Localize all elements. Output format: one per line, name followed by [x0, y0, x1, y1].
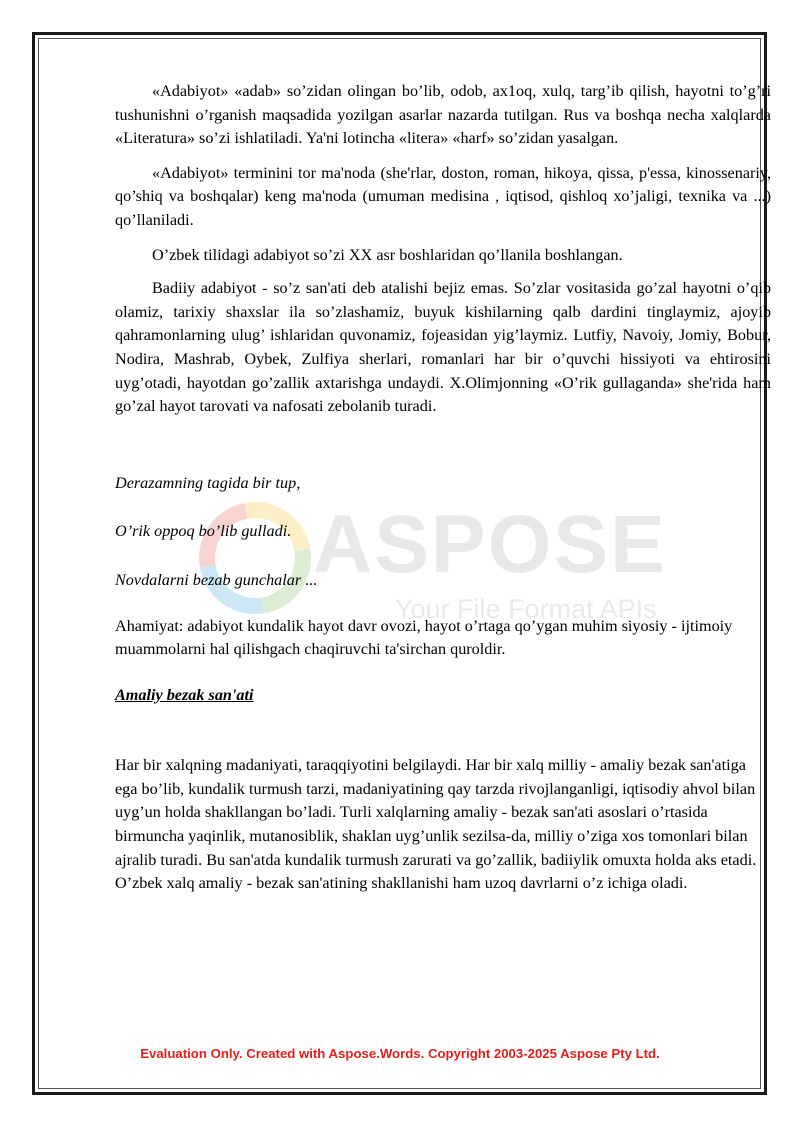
watermark-tagline: Your File Format APIs — [395, 594, 657, 624]
evaluation-footer: Evaluation Only. Created with Aspose.Words. Copyright 2003-2025 Aspose Pty Ltd. — [140, 1046, 660, 1061]
paragraph-adabiyot-term: «Adabiyot» terminini tor ma'noda (she'rlar, doston, roman, hikoya, qissa, p'essa, kinossenariy, qo’shiq va boshqalar) keng ma'noda (umuman medisina , iqtisod, qishloq xo’jaligi, texnika va ...) qo’llaniladi. — [115, 163, 771, 229]
document-body — [115, 80, 771, 896]
paragraph-ahamiyat: Ahamiyat: adabiyot kundalik hayot davr ovozi, hayot o’rtaga qo’ygan muhim siyosiy - ijtimoiy muammolarni hal qilishgach chaqiruvchi ta'sirchan quroldir. — [115, 616, 733, 659]
paragraph-badiiy-adabiyot: Badiiy adabiyot - so’z san'ati deb atalishi bejiz emas. So’zlar vositasida go’zal hayotni o’qib olamiz, tarixiy shaxslar ila so’zlashamiz, buyuk kishilarning qalb dardini tinglaymiz, ajoyib qahramonlarning ulug’ ishlaridan quvonamiz, fojeasidan yig’laymiz. Lutfiy, Navoiy, Jomiy, Bobur, Nodira, Mashrab, Oybek, Zulfiya sherlari, romanlari har bir o’quvchi hissiyoti va ehtirosini uyg’otadi, hayotdan go’zallik axtarishga undaydi. X.Olimjonning «O’rik gullaganda» she'rida ham go’zal hayot tarovati va nafosati zebolanib turadi. — [115, 279, 771, 416]
poem-line: O’rik oppoq bo’lib gulladi. — [115, 522, 292, 541]
poem-line: Novdalarni bezab gunchalar ... — [115, 570, 318, 589]
poem-line: Derazamning tagida bir tup, — [115, 473, 301, 492]
section-title: Amaliy bezak san'ati — [115, 685, 254, 704]
paragraph-uzbek-usage: O’zbek tilidagi adabiyot so’zi XX asr boshlaridan qo’llanila boshlangan. — [152, 245, 623, 264]
paragraph-adabiyot-etymology: «Adabiyot» «adab» so’zidan olingan bo’lib, odob, ax1oq, xulq, targ’ib qilish, hayotni to’g’ri tushunishni o’rganish maqsadida yozilgan asarlar nazarda tutilgan. Rus va boshqa necha xalqlarda «Literatura» so’zi ishlatiladi. Ya'ni lotincha «litera» «harf» so’zidan yasalgan. — [115, 82, 771, 148]
paragraph-amaliy-bezak: Har bir xalqning madaniyati, taraqqiyotini belgilaydi. Har bir xalq milliy - amaliy bezak san'atiga ega bo’lib, kundalik turmush tarzi, madaniyatining qay tarzda rivojlanganligi, iqtisodiy ahvol bilan uyg’un holda shakllangan bo’ladi. Turli xalqlarning amaliy - bezak san'ati asoslari o’rtasida birmuncha yaqinlik, mutanosiblik, shaklan uyg’unlik sezilsa-da, milliy o’ziga xos tomonlari bilan ajralib turadi. Bu san'atda kundalik turmush zarurati va go’zallik, badiiylik omuxta holda aks etadi. O’zbek xalq amaliy - bezak san'atining shakllanishi ham uzoq davrlarni o’z ichiga oladi. — [115, 756, 757, 893]
watermark-brand: ASPOSE — [313, 499, 667, 590]
